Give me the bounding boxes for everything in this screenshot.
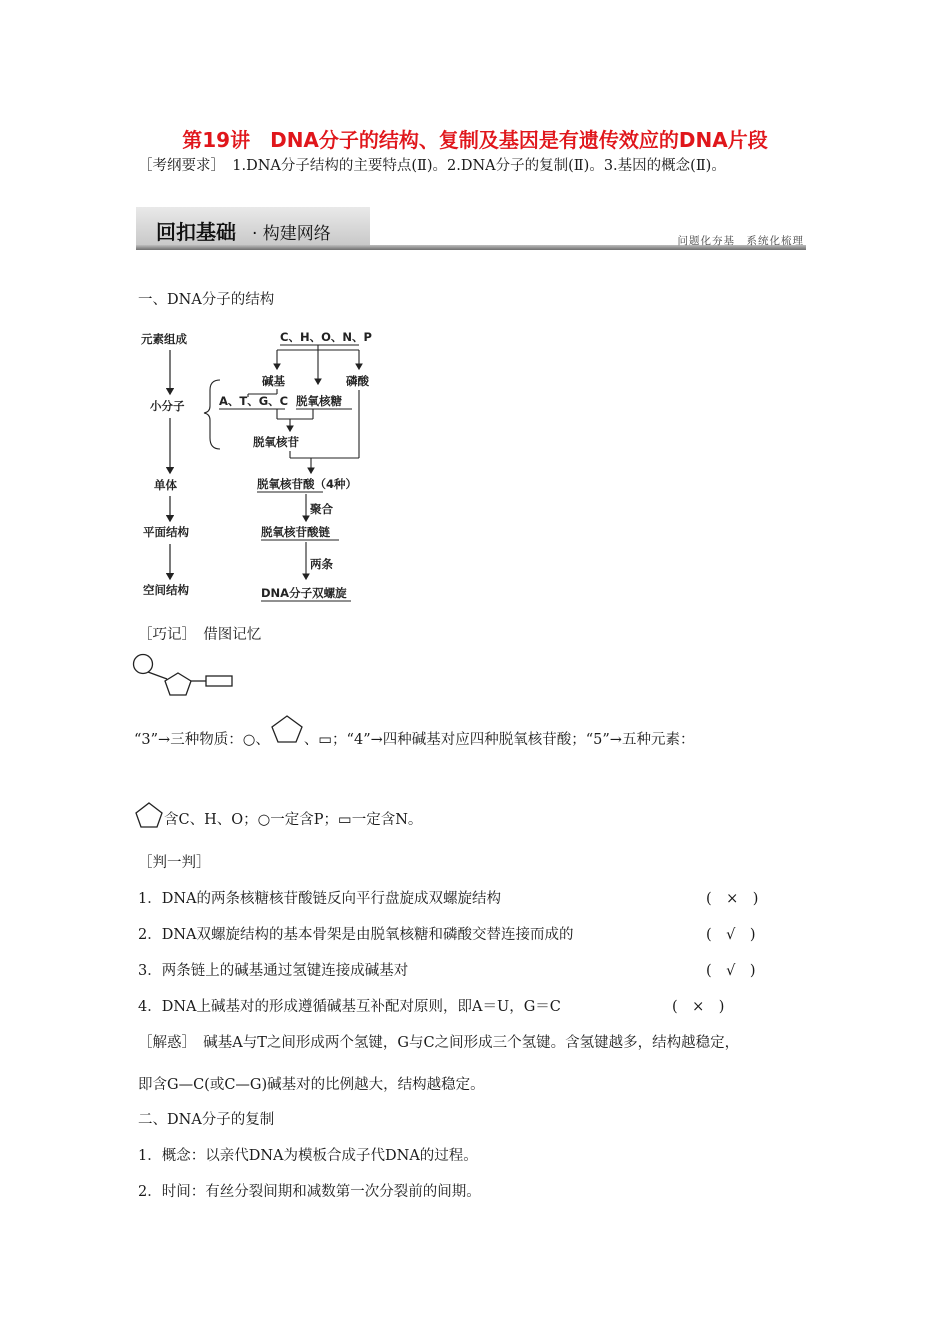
exam-requirements: ［考纲要求］ 1.DNA分子结构的主要特点(Ⅱ)。2.DNA分子的复制(Ⅱ)。3.基因的概念(Ⅱ)。 [138,158,726,174]
judge-mark-1: ( × ) [706,891,759,907]
node-elements: C、H、O、N、P [280,330,372,344]
node-deoxyribose: 脱氧核糖 [296,394,342,408]
memory-label: ［巧记］ 借图记忆 [138,627,262,643]
judge-mark-4: ( × ) [672,999,725,1015]
memory-line-1-part-a: “3”→三种物质：○、 [134,732,270,748]
label-small-molecules: 小分子 [150,399,185,413]
judge-mark-3: ( √ ) [706,963,756,979]
nucleotide-schematic [132,653,236,699]
section2-item-1: 1．概念：以亲代DNA为模板合成子代DNA的过程。 [138,1148,478,1164]
node-chain: 脱氧核苷酸链 [261,525,330,539]
node-nucleoside: 脱氧核苷 [253,435,299,449]
label-spatial-structure: 空间结构 [143,583,189,597]
judge-item-3: 3．两条链上的碱基通过氢键连接成碱基对 [138,963,409,979]
pentagon-icon [270,714,304,744]
dna-structure-diagram [130,318,390,618]
node-double-helix: DNA分子双螺旋 [261,586,347,600]
banner-main-label: 回扣基础 [156,220,236,244]
label-polymerize: 聚合 [310,502,333,516]
node-base: 碱基 [262,374,285,388]
banner-right-label: 问题化夯基 系统化梳理 [677,235,804,247]
explain-line-1: ［解惑］ 碱基A与T之间形成两个氢键，G与C之间形成三个氢键。含氢键越多，结构越稳定， [138,1035,740,1051]
label-monomer: 单体 [154,478,177,492]
label-two-chains: 两条 [310,557,333,571]
judge-item-2: 2．DNA双螺旋结构的基本骨架是由脱氧核糖和磷酸交替连接而成的 [138,927,574,943]
brace-symbol [204,380,220,449]
bond-line [148,672,167,679]
label-planar-structure: 平面结构 [143,525,189,539]
base-rectangle-icon [206,676,232,686]
memory-line-1-part-b: 、▭；“4”→四种碱基对应四种脱氧核苷酸；“5”→五种元素： [303,732,695,748]
section2-heading: 二、DNA分子的复制 [138,1112,275,1128]
section2-item-2: 2．时间：有丝分裂间期和减数第一次分裂前的间期。 [138,1184,481,1200]
node-nucleotide: 脱氧核苷酸（4种） [257,477,358,491]
page-title: 第19讲 DNA分子的结构、复制及基因是有遗传效应的DNA片段 [182,128,768,152]
explain-line-2: 即含G—C(或C—G)碱基对的比例越大，结构越稳定。 [138,1077,485,1093]
judge-mark-2: ( √ ) [706,927,756,943]
memory-line-2 [134,808,422,829]
node-phosphate: 磷酸 [346,374,369,388]
judge-item-1: 1．DNA的两条核糖核苷酸链反向平行盘旋成双螺旋结构 [138,891,502,907]
judge-label: ［判一判］ [138,855,211,871]
phosphate-circle-icon [134,655,153,674]
judge-item-4: 4．DNA上碱基对的形成遵循碱基互补配对原则，即A＝U，G＝C [138,999,561,1015]
label-elements: 元素组成 [141,332,187,346]
section1-heading: 一、DNA分子的结构 [138,292,275,308]
memory-line-1 [134,728,694,749]
sugar-pentagon-icon [165,673,191,695]
pentagon-icon-2 [134,801,164,829]
memory-line-2-text: 含C、H、O；○一定含P；▭一定含N。 [164,812,423,828]
node-bases-list: A、T、G、C [219,394,289,408]
banner-sub-label: · 构建网络 [252,224,331,244]
section-banner [136,207,806,251]
